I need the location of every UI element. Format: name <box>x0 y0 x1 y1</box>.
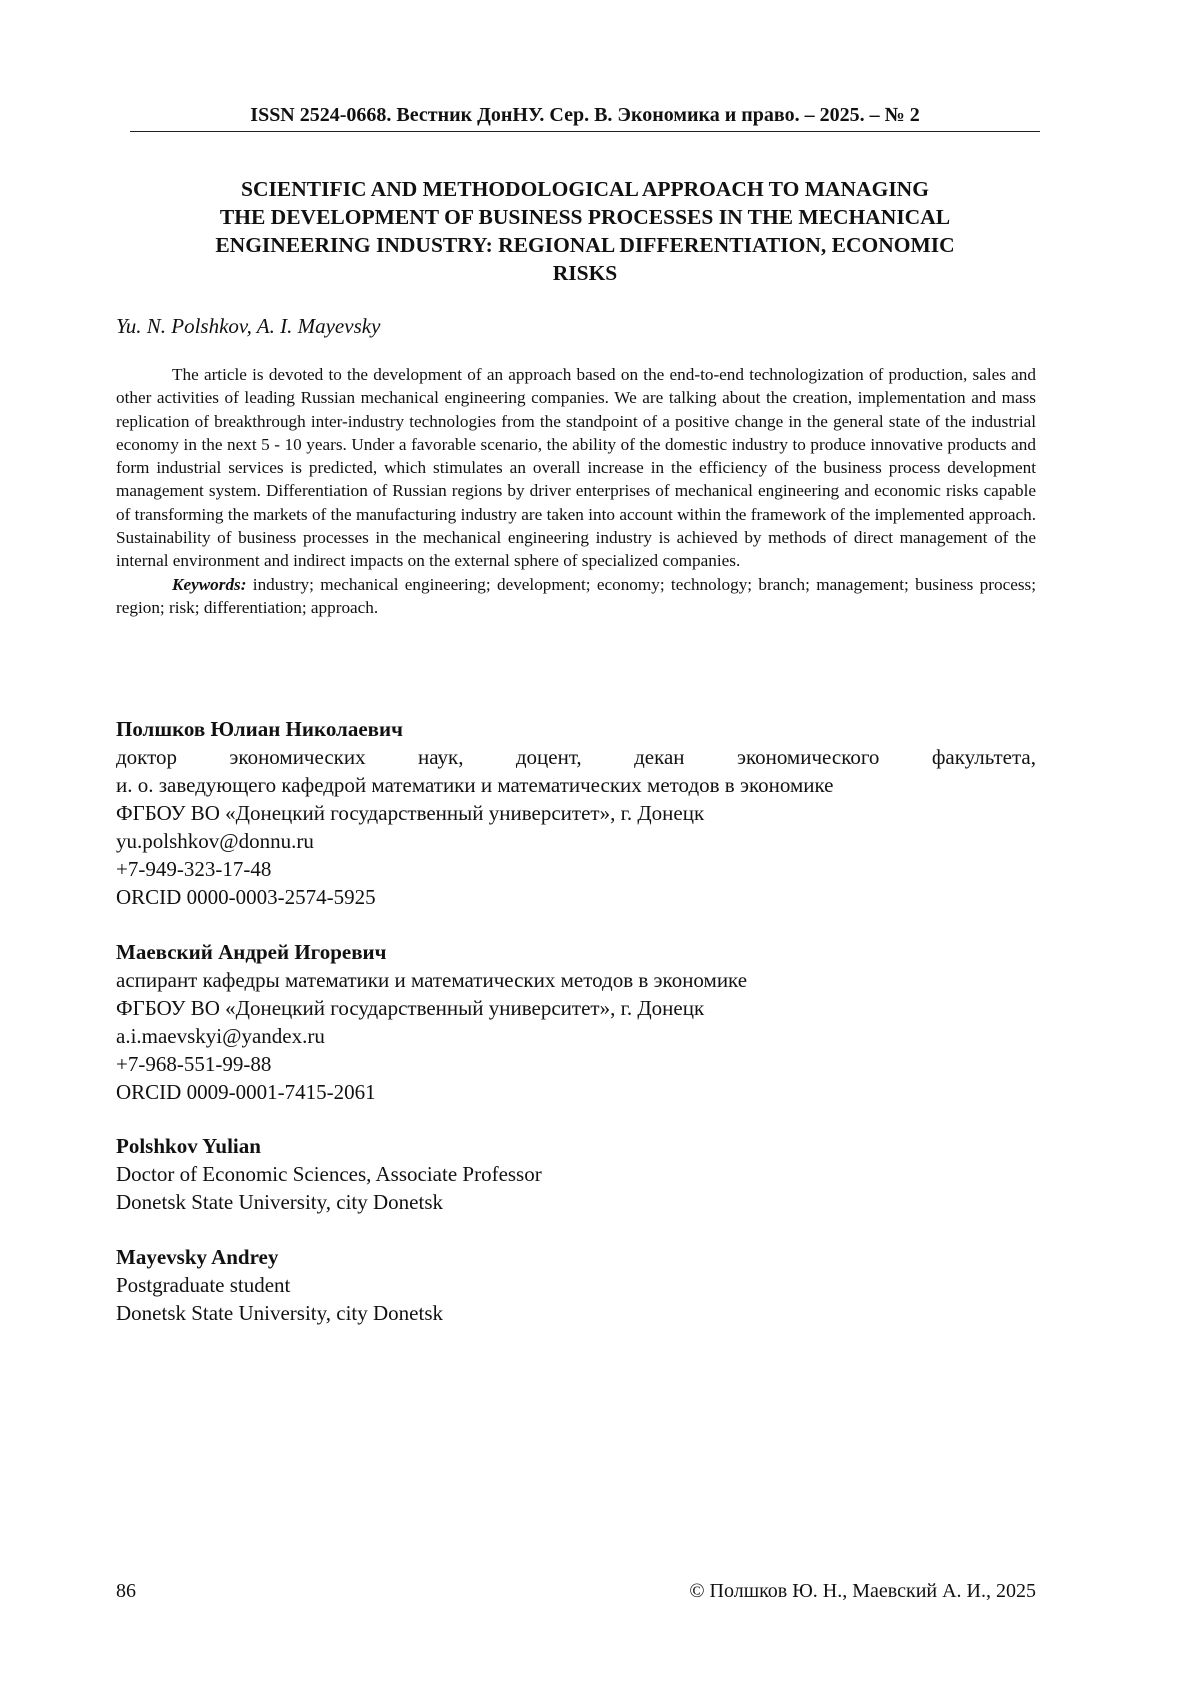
copyright-notice: © Полшков Ю. Н., Маевский А. И., 2025 <box>689 1580 1036 1602</box>
article-authors: Yu. N. Polshkov, A. I. Mayevsky <box>116 314 381 338</box>
abstract <box>116 363 1036 619</box>
author-name: Polshkov Yulian <box>116 1134 261 1158</box>
author-email: a.i.maevskyi@yandex.ru <box>116 1024 325 1048</box>
author-info-ru-2 <box>116 938 1036 1106</box>
author-position: доктор экономических наук, доцент, декан экономического факультета, <box>116 745 1036 769</box>
author-name: Mayevsky Andrey <box>116 1245 279 1269</box>
keywords-text: industry; mechanical engineering; development; economy; technology; branch; management; business process; region; risk; differentiation; approach. <box>116 574 1036 617</box>
author-position: и. о. заведующего кафедрой математики и математических методов в экономике <box>116 773 834 797</box>
author-position: Postgraduate student <box>116 1273 291 1297</box>
author-organization: ФГБОУ ВО «Донецкий государственный университет», г. Донецк <box>116 801 705 825</box>
author-orcid: ORCID 0000-0003-2574-5925 <box>116 885 376 909</box>
author-phone: +7-968-551-99-88 <box>116 1052 272 1076</box>
article-title <box>130 175 1040 287</box>
author-name: Маевский Андрей Игоревич <box>116 940 387 964</box>
author-organization: ФГБОУ ВО «Донецкий государственный университет», г. Донецк <box>116 996 705 1020</box>
author-info-en-1 <box>116 1132 1036 1216</box>
author-orcid: ORCID 0009-0001-7415-2061 <box>116 1080 376 1104</box>
page-number: 86 <box>116 1580 136 1602</box>
running-header: ISSN 2524-0668. Вестник ДонНУ. Сер. В. Экономика и право. – 2025. – № 2 <box>250 104 920 126</box>
author-name: Полшков Юлиан Николаевич <box>116 717 403 741</box>
title-line: SCIENTIFIC AND METHODOLOGICAL APPROACH TO MANAGING <box>241 177 929 201</box>
keywords-label: Keywords: <box>172 574 247 594</box>
header-rule <box>130 131 1040 132</box>
author-email: yu.polshkov@donnu.ru <box>116 829 314 853</box>
keywords <box>116 573 1036 620</box>
author-info-en-2 <box>116 1243 1036 1327</box>
author-position: Doctor of Economic Sciences, Associate Professor <box>116 1162 542 1186</box>
abstract-text: The article is devoted to the development of an approach based on the end-to-end technologization of production, sales and other activities of leading Russian mechanical engineering companies. We are talking about the creation, implementation and mass replication of breakthrough inter-industry technologies from the standpoint of a positive change in the general state of the industrial economy in the next 5 - 10 years. Under a favorable scenario, the ability of the domestic industry to produce innovative products and form industrial services is predicted, which stimulates an overall increase in the efficiency of the business process development management system. Differentiation of Russian regions by driver enterprises of mechanical engineering and economic risks capable of transforming the markets of the manufacturing industry are taken into account within the framework of the implemented approach. Sustainability of business processes in the mechanical engineering industry is achieved by methods of direct management of the internal environment and indirect impacts on the external sphere of specialized companies. <box>116 365 1036 571</box>
author-phone: +7-949-323-17-48 <box>116 857 272 881</box>
author-info-ru-1 <box>116 715 1036 911</box>
author-organization: Donetsk State University, city Donetsk <box>116 1301 444 1325</box>
author-organization: Donetsk State University, city Donetsk <box>116 1190 444 1214</box>
title-line: ENGINEERING INDUSTRY: REGIONAL DIFFERENTIATION, ECONOMIC <box>215 233 955 257</box>
title-line: THE DEVELOPMENT OF BUSINESS PROCESSES IN THE MECHANICAL <box>219 205 951 229</box>
author-position: аспирант кафедры математики и математических методов в экономике <box>116 968 748 992</box>
title-line: RISKS <box>552 261 618 285</box>
